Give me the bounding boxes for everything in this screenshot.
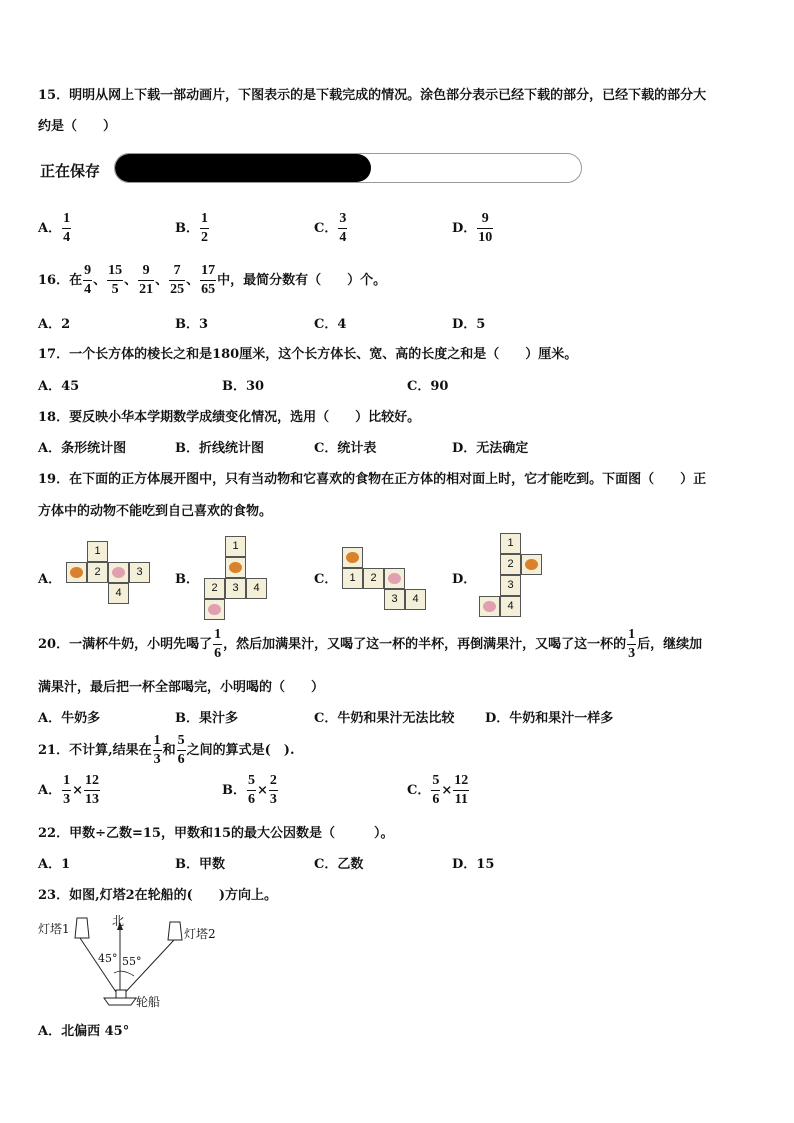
net-face-3: 3 bbox=[500, 575, 521, 596]
fraction-denominator: 2 bbox=[201, 230, 208, 245]
fraction-denominator: 6 bbox=[177, 752, 185, 767]
separator: 、 bbox=[124, 273, 138, 288]
net-face-4: 4 bbox=[246, 578, 267, 599]
q20-part1: 20．一满杯牛奶，小明先喝了 bbox=[38, 637, 213, 652]
q22-stem: 22．甲数÷乙数=15，甲数和15的最大公因数是（ ）。 bbox=[38, 826, 394, 841]
q23-stem: 23．如图,灯塔2在轮船的( )方向上。 bbox=[38, 888, 277, 903]
q21-part1: 21．不计算,结果在 bbox=[38, 743, 152, 758]
tower1-icon bbox=[75, 918, 89, 938]
q16-option-b: B．3 bbox=[175, 317, 209, 332]
fraction-denominator: 3 bbox=[153, 752, 161, 767]
fraction-numerator: 5 bbox=[431, 774, 440, 791]
fraction-numerator: 9 bbox=[83, 264, 92, 281]
option-label: B． bbox=[175, 221, 199, 236]
fraction-denominator: 5 bbox=[111, 282, 119, 297]
fraction-numerator: 2 bbox=[269, 774, 278, 791]
option-label: C． bbox=[314, 221, 338, 236]
q21-part2: 之间的算式是( ). bbox=[186, 743, 295, 758]
angle-arc-45 bbox=[114, 971, 120, 973]
times-sign: × bbox=[441, 783, 453, 798]
q22-option-b: B．甲数 bbox=[175, 857, 225, 872]
option-fraction bbox=[200, 212, 209, 245]
animal-face-icon bbox=[342, 547, 363, 568]
q16-option-a: A．2 bbox=[38, 317, 71, 332]
net-face-2: 2 bbox=[204, 578, 225, 599]
option-fraction bbox=[338, 212, 347, 245]
times-sign: × bbox=[72, 783, 83, 798]
animal-icon bbox=[525, 559, 538, 570]
food-icon bbox=[388, 573, 401, 584]
q17-stem: 17．一个长方体的棱长之和是180厘米，这个长方体长、宽、高的长度之和是（ ）厘米。 bbox=[38, 347, 578, 362]
net-face-1: 1 bbox=[87, 541, 108, 562]
option-fraction bbox=[477, 212, 493, 245]
q19-option-b-label: B． bbox=[175, 572, 199, 587]
fraction-numerator: 1 bbox=[153, 734, 162, 751]
q21-fraction-1 bbox=[153, 734, 162, 767]
option-fraction-a bbox=[62, 774, 71, 807]
line-to-tower1 bbox=[80, 938, 120, 998]
q16-fraction bbox=[169, 264, 185, 297]
q16-fraction bbox=[138, 264, 154, 297]
q20-part3: 后，继续加 bbox=[637, 637, 703, 652]
q21-mid: 和 bbox=[162, 743, 176, 758]
fraction-denominator: 3 bbox=[628, 646, 636, 661]
q18-option-a: A．条形统计图 bbox=[38, 441, 127, 456]
fraction-denominator: 4 bbox=[84, 282, 92, 297]
ship-cabin-icon bbox=[116, 990, 126, 998]
option-fraction-a bbox=[247, 774, 256, 807]
fraction-denominator: 10 bbox=[478, 230, 493, 245]
option-fraction-a bbox=[431, 774, 440, 807]
net-face-2: 2 bbox=[87, 562, 108, 583]
angle1-label: 45° bbox=[98, 952, 118, 965]
net-face-1: 1 bbox=[500, 533, 521, 554]
fraction-numerator: 1 bbox=[62, 212, 71, 229]
fraction-numerator: 9 bbox=[477, 212, 493, 229]
q16-fraction bbox=[107, 264, 123, 297]
q15-line1: 15．明明从网上下载一部动画片，下图表示的是下载完成的情况。涂色部分表示已经下载的部分，已经下载的部分大 bbox=[38, 88, 707, 103]
separator: 、 bbox=[93, 273, 107, 288]
q18-option-c: C．统计表 bbox=[314, 441, 377, 456]
fraction-numerator: 12 bbox=[84, 774, 100, 791]
fraction-denominator: 4 bbox=[63, 230, 71, 245]
q21-option-b bbox=[222, 774, 279, 807]
fraction-numerator: 3 bbox=[338, 212, 347, 229]
net-face-4: 4 bbox=[500, 596, 521, 617]
tower1-label: 灯塔1 bbox=[38, 922, 70, 936]
download-progress-fill bbox=[115, 154, 371, 182]
animal-icon bbox=[229, 562, 242, 573]
ship-label: 轮船 bbox=[136, 995, 161, 1009]
q15-option-a bbox=[38, 212, 72, 245]
option-label: B． bbox=[222, 783, 246, 798]
q16-fraction bbox=[200, 264, 216, 297]
q20-option-d: D．牛奶和果汁一样多 bbox=[485, 711, 614, 726]
fraction-denominator: 6 bbox=[432, 792, 440, 807]
fraction-denominator: 25 bbox=[170, 282, 185, 297]
q15-line2: 约是（ ） bbox=[38, 119, 117, 134]
q20-fraction-2 bbox=[627, 628, 636, 661]
q15-option-b bbox=[175, 212, 210, 245]
fraction-denominator: 3 bbox=[63, 792, 71, 807]
q16-suffix: 中，最简分数有（ ）个。 bbox=[217, 273, 387, 288]
fraction-numerator: 12 bbox=[453, 774, 469, 791]
q16-prefix: 16．在 bbox=[38, 273, 83, 288]
q16-option-d: D．5 bbox=[452, 317, 486, 332]
q18-option-b: B．折线统计图 bbox=[175, 441, 264, 456]
fraction-numerator: 1 bbox=[213, 628, 222, 645]
q21-option-c bbox=[407, 774, 470, 807]
food-face-icon bbox=[479, 596, 500, 617]
fraction-numerator: 9 bbox=[138, 264, 154, 281]
q22-option-c: C．乙数 bbox=[314, 857, 364, 872]
option-label: C． bbox=[407, 783, 431, 798]
food-icon bbox=[112, 567, 125, 578]
net-face-1: 1 bbox=[225, 536, 246, 557]
q17-option-a: A．45 bbox=[38, 379, 80, 394]
q16-stem bbox=[38, 264, 386, 297]
q20-line2: 满果汁，最后把一杯全部喝完，小明喝的（ ） bbox=[38, 680, 325, 695]
net-face-3: 3 bbox=[384, 589, 405, 610]
q22-option-d: D．15 bbox=[452, 857, 495, 872]
download-progress-bar bbox=[114, 153, 582, 183]
fraction-denominator: 4 bbox=[339, 230, 347, 245]
animal-face-icon bbox=[521, 554, 542, 575]
animal-icon bbox=[70, 567, 83, 578]
fraction-numerator: 1 bbox=[62, 774, 71, 791]
fraction-numerator: 5 bbox=[247, 774, 256, 791]
q21-fraction-2 bbox=[177, 734, 186, 767]
option-fraction-b bbox=[453, 774, 469, 807]
q16-fraction bbox=[83, 264, 92, 297]
food-icon bbox=[208, 604, 221, 615]
option-label: A． bbox=[38, 221, 62, 236]
fraction-denominator: 3 bbox=[269, 792, 277, 807]
fraction-denominator: 11 bbox=[454, 792, 468, 807]
animal-face-icon bbox=[66, 562, 87, 583]
option-fraction-b bbox=[269, 774, 278, 807]
fraction-denominator: 21 bbox=[139, 282, 154, 297]
angle-arc-55 bbox=[120, 971, 134, 976]
q22-option-a: A．1 bbox=[38, 857, 71, 872]
net-face-4: 4 bbox=[405, 589, 426, 610]
fraction-numerator: 7 bbox=[169, 264, 185, 281]
q17-option-b: B．30 bbox=[222, 379, 265, 394]
q15-option-c bbox=[314, 212, 348, 245]
q17-option-c: C．90 bbox=[407, 379, 449, 394]
q16-option-c: C．4 bbox=[314, 317, 347, 332]
animal-icon bbox=[346, 552, 359, 563]
animal-face-icon bbox=[225, 557, 246, 578]
fraction-denominator: 13 bbox=[85, 792, 99, 807]
fraction-numerator: 1 bbox=[200, 212, 209, 229]
q15-option-d bbox=[452, 212, 494, 245]
food-icon bbox=[483, 601, 496, 612]
q18-option-d: D．无法确定 bbox=[452, 441, 529, 456]
net-face-3: 3 bbox=[129, 562, 150, 583]
tower2-icon bbox=[168, 922, 182, 940]
q23-option-a: A．北偏西 45° bbox=[38, 1024, 130, 1039]
separator: 、 bbox=[155, 273, 169, 288]
q20-part2: ，然后加满果汁，又喝了这一杯的半杯，再倒满果汁，又喝了这一杯的 bbox=[223, 637, 627, 652]
separator: 、 bbox=[186, 273, 200, 288]
option-label: D． bbox=[452, 221, 477, 236]
north-label: 北 bbox=[112, 914, 125, 928]
fraction-numerator: 17 bbox=[200, 264, 216, 281]
q21-stem bbox=[38, 734, 294, 767]
fraction-denominator: 65 bbox=[201, 282, 216, 297]
option-fraction bbox=[62, 212, 71, 245]
net-face-2: 2 bbox=[363, 568, 384, 589]
q20-fraction-1 bbox=[213, 628, 222, 661]
q15-bar-label: 正在保存 bbox=[40, 162, 101, 180]
ship-icon bbox=[104, 998, 136, 1005]
food-face-icon bbox=[204, 599, 225, 620]
food-face-icon bbox=[108, 562, 129, 583]
times-sign: × bbox=[257, 783, 268, 798]
q19-option-d-label: D． bbox=[452, 572, 477, 587]
fraction-denominator: 6 bbox=[214, 646, 222, 661]
fraction-numerator: 15 bbox=[107, 264, 123, 281]
line-to-tower2 bbox=[120, 940, 174, 998]
fraction-numerator: 1 bbox=[627, 628, 636, 645]
food-face-icon bbox=[384, 568, 405, 589]
net-face-1: 1 bbox=[342, 568, 363, 589]
q20-option-b: B．果汁多 bbox=[175, 711, 238, 726]
tower2-label: 灯塔2 bbox=[184, 927, 216, 941]
q19-line2: 方体中的动物不能吃到自己喜欢的食物。 bbox=[38, 504, 273, 519]
q19-option-c-label: C． bbox=[314, 572, 338, 587]
q19-option-a-label: A． bbox=[38, 572, 62, 587]
q20-line1 bbox=[38, 628, 702, 661]
net-face-3: 3 bbox=[225, 578, 246, 599]
option-label: A． bbox=[38, 783, 62, 798]
q19-line1: 19．在下面的正方体展开图中，只有当动物和它喜欢的食物在正方体的相对面上时，它才能吃到。下面图（ ）正 bbox=[38, 472, 707, 487]
net-face-4: 4 bbox=[108, 583, 129, 604]
q21-option-a bbox=[38, 774, 101, 807]
net-face-2: 2 bbox=[500, 554, 521, 575]
angle2-label: 55° bbox=[122, 955, 142, 968]
fraction-numerator: 5 bbox=[177, 734, 186, 751]
q20-option-c: C．牛奶和果汁无法比较 bbox=[314, 711, 455, 726]
q20-option-a: A．牛奶多 bbox=[38, 711, 101, 726]
fraction-denominator: 6 bbox=[248, 792, 255, 807]
q18-stem: 18．要反映小华本学期数学成绩变化情况，选用（ ）比较好。 bbox=[38, 410, 421, 425]
option-fraction-b bbox=[84, 774, 100, 807]
